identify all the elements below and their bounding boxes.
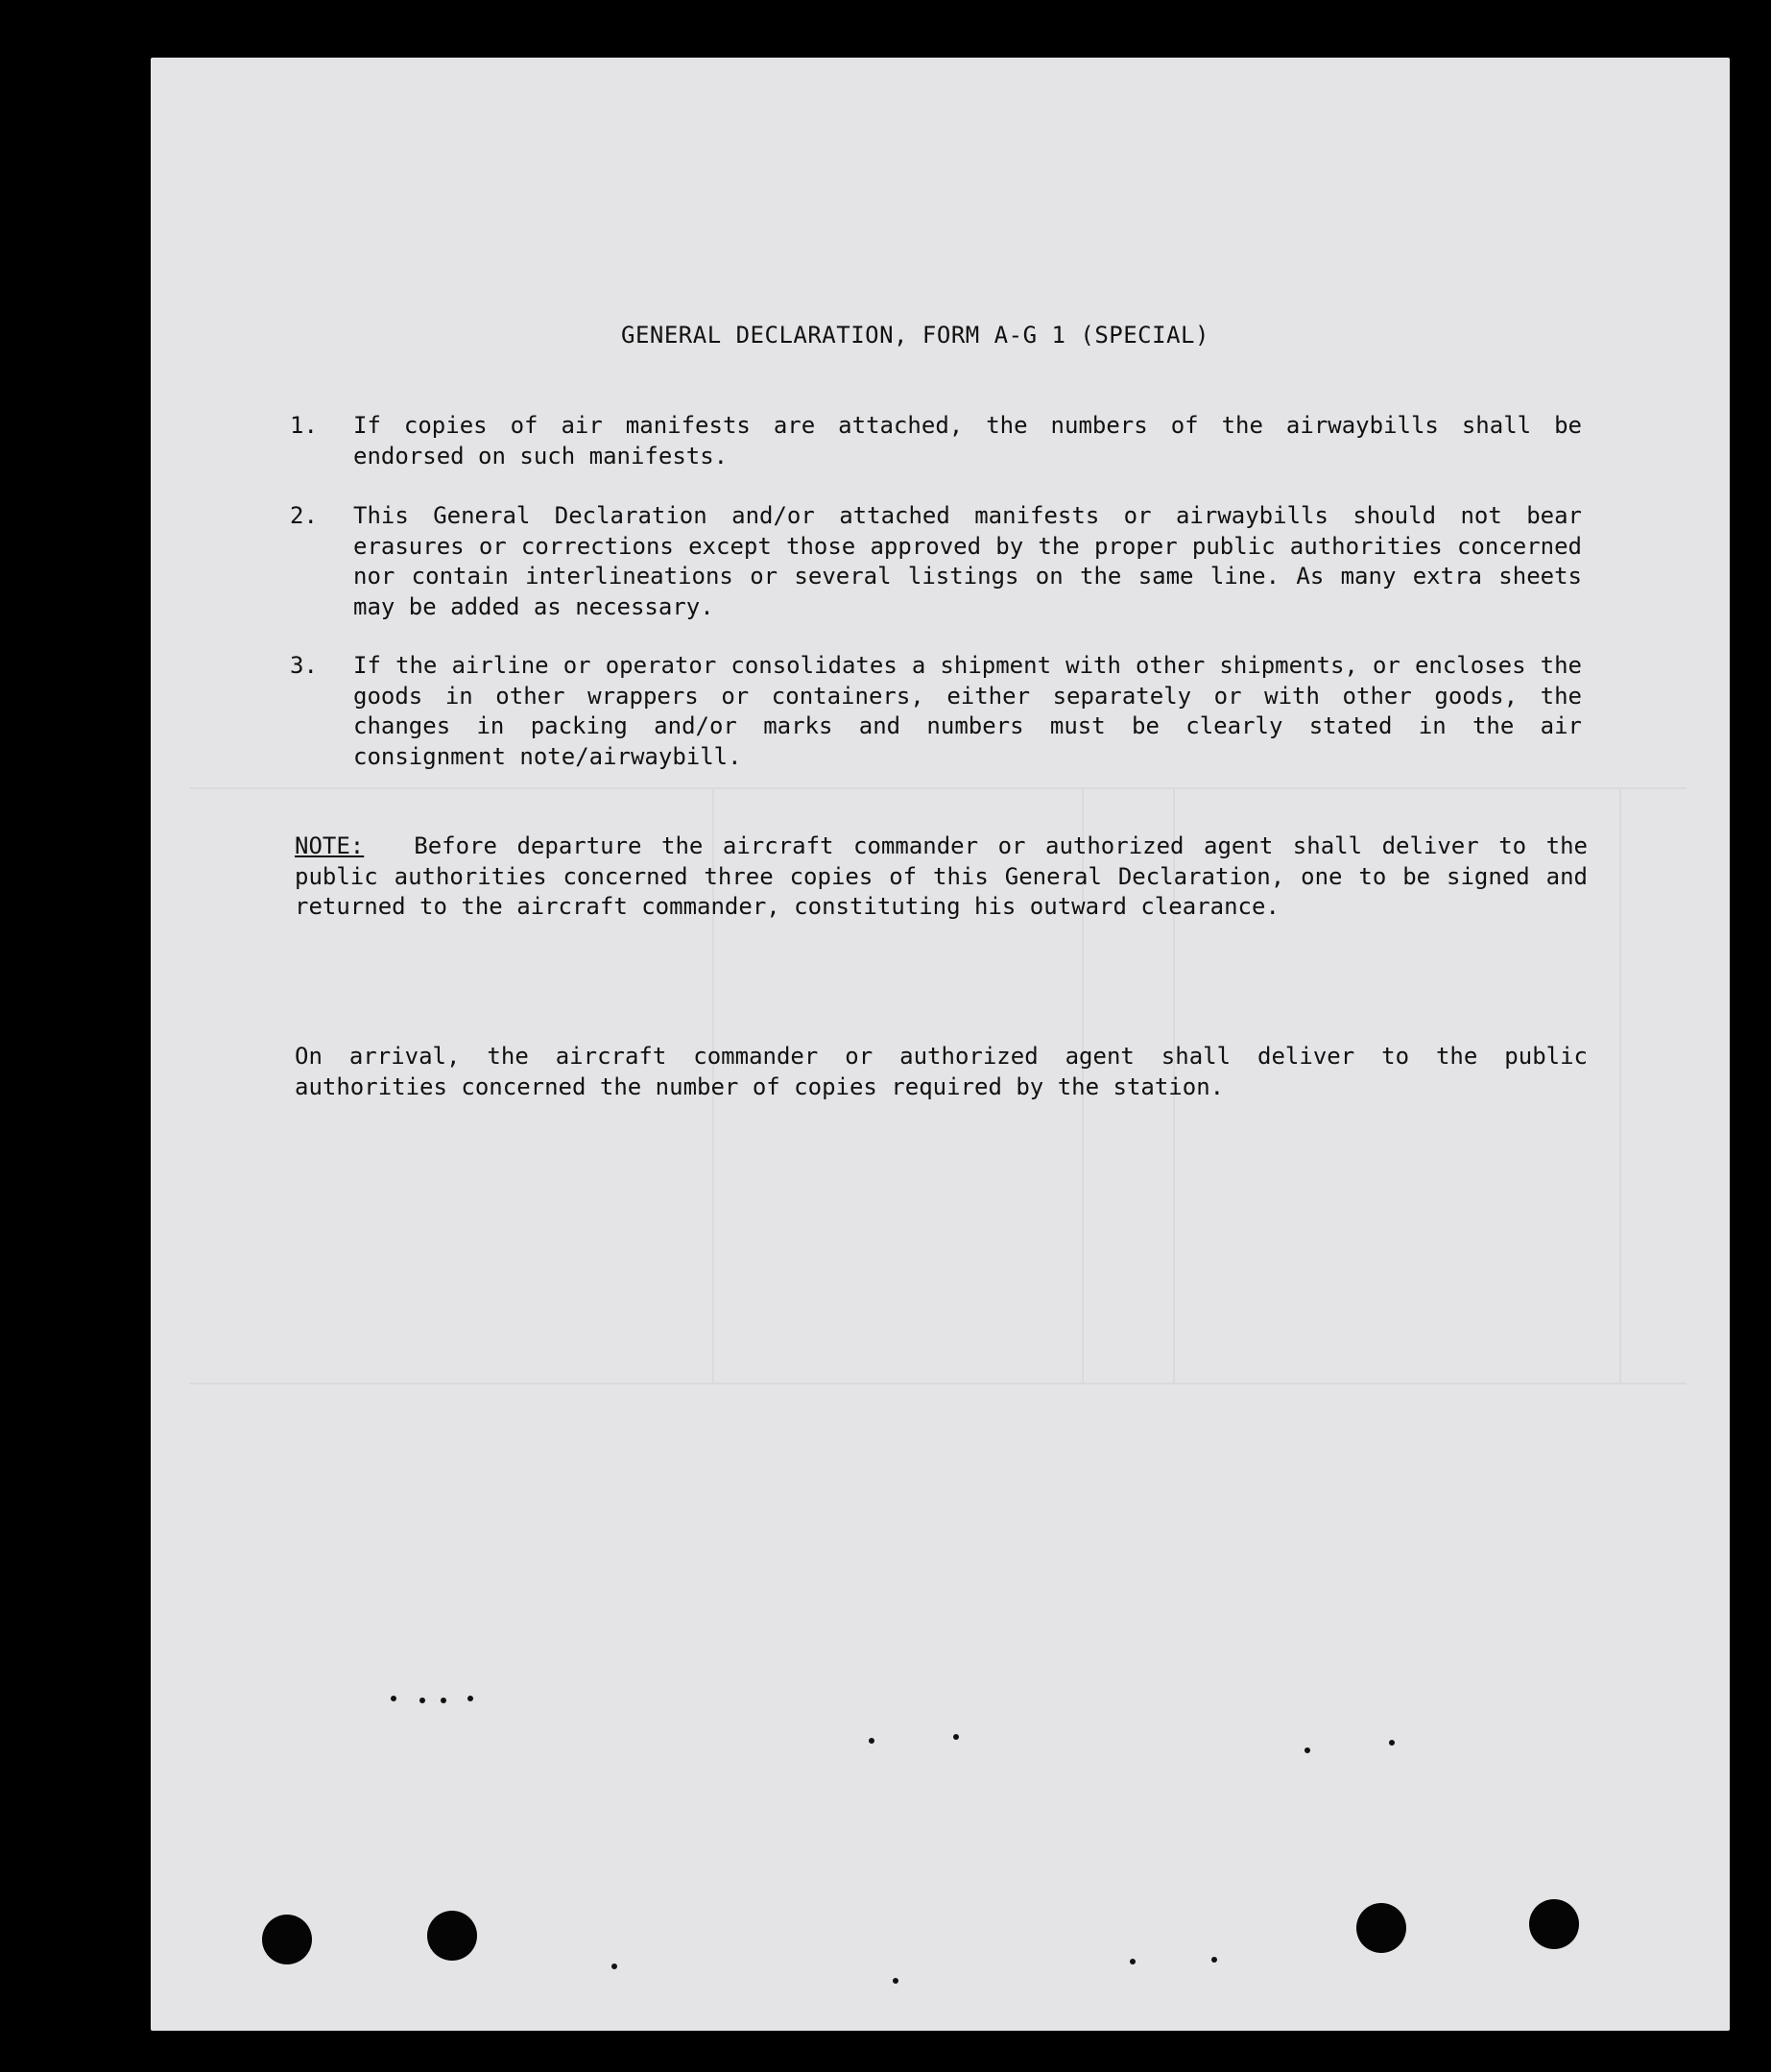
speck: [893, 1978, 898, 1984]
bleed-through-line: [189, 787, 1687, 789]
speck: [1304, 1747, 1310, 1753]
item-number: 1.: [290, 412, 318, 439]
bleed-through-line: [1619, 787, 1621, 1383]
punch-hole: [1356, 1903, 1406, 1953]
speck: [869, 1738, 874, 1744]
speck: [953, 1734, 959, 1740]
note-label: NOTE:: [295, 832, 365, 859]
item-text: This General Declaration and/or attached manifests or airwaybills should not bear erasures or corrections except those approved by the proper public authorities concerned nor contain interlineations or several listings on the same line. As many extra sheets may be added as necessary.: [353, 502, 1582, 620]
speck: [419, 1698, 425, 1703]
item-text: If copies of air manifests are attached, the numbers of the airwaybills shall be endorsed on such manifests.: [353, 412, 1582, 470]
speck: [1389, 1740, 1395, 1746]
bleed-through-line: [189, 1383, 1687, 1385]
punch-hole: [427, 1911, 477, 1961]
instruction-item-2: [290, 501, 1730, 622]
speck: [441, 1698, 446, 1703]
item-number: 3.: [290, 652, 318, 679]
speck: [391, 1696, 396, 1701]
item-text: If the airline or operator consolidates a shipment with other shipments, or encloses the goods in other wrappers or containers, either separately or with other goods, the changes in packing and/or marks and numbers must be clearly stated in the air consignment note/airwaybill.: [353, 652, 1582, 770]
speck: [467, 1696, 473, 1701]
instruction-item-3: [290, 651, 1730, 772]
speck: [611, 1964, 617, 1969]
form-title: GENERAL DECLARATION, FORM A-G 1 (SPECIAL): [621, 322, 1209, 349]
punch-hole: [262, 1915, 312, 1964]
instruction-item-1: [290, 411, 1730, 471]
document-page: [151, 58, 1730, 2031]
speck: [1211, 1957, 1217, 1963]
speck: [1130, 1959, 1136, 1964]
note-text: Before departure the aircraft commander or authorized agent shall deliver to the public authorities concerned three copies of this General Declaration, one to be signed and returned to the aircraft commander, constituting his outward clearance.: [295, 832, 1588, 920]
arrival-paragraph: On arrival, the aircraft commander or authorized agent shall deliver to the public authorities concerned the number of copies required by the station.: [295, 1043, 1588, 1100]
punch-hole: [1529, 1899, 1579, 1949]
note-paragraph: [295, 831, 1588, 923]
item-number: 2.: [290, 502, 318, 529]
